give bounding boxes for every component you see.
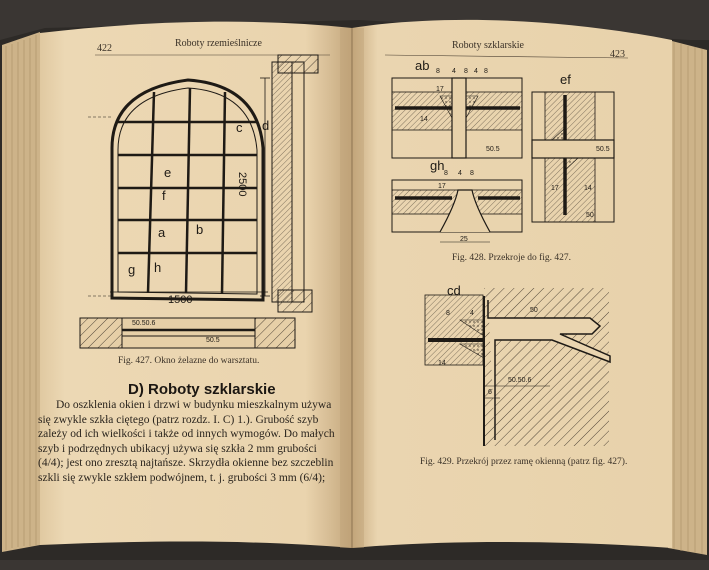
fig428-caption: Fig. 428. Przekroje do fig. 427. — [452, 253, 572, 263]
paragraph-line: (4/4); jest ono zresztą najtańsze. Skrzydła okienne bez szczeblin — [38, 457, 334, 470]
fig428-ab-dim: 8 — [484, 68, 488, 75]
section-heading: D) Roboty szklarskie — [128, 381, 276, 398]
fig427-letter-e: e — [164, 165, 172, 180]
fig427-caption: Fig. 427. Okno żelazne do warsztatu. — [118, 356, 260, 366]
fig427-letter-c: c — [236, 120, 243, 135]
fig428-label-ab: ab — [415, 58, 430, 73]
paragraph-line: szkli się zwykle szkłem podwójnem, t. j. grubości 3 mm (6/4); — [38, 471, 326, 484]
fig429-dim: 14 — [438, 360, 446, 367]
fig429-label-cd: cd — [447, 283, 461, 298]
fig428-gh-dim: 4 — [458, 170, 462, 177]
fig427-letter-f: f — [162, 188, 166, 203]
fig428-ab-dim: 8 — [436, 68, 440, 75]
fig427-detail-label-1: 50.50.6 — [132, 320, 156, 327]
fig429-dim: 4 — [470, 310, 474, 317]
fig429-dim: 50.50.6 — [508, 377, 532, 384]
fig429-dim: 8 — [446, 310, 450, 317]
paragraph-line: się zwykle szkła ciętego (patrz rozdz. I. C) 1.). Grubość szyb — [38, 413, 319, 426]
section-paragraph — [38, 398, 335, 486]
fig429-dim: 50 — [530, 307, 538, 314]
fig427-sill-detail — [80, 318, 295, 348]
right-running-head: Roboty szklarskie — [452, 40, 524, 51]
fig427-letter-d: d — [262, 118, 270, 133]
fig428-ab-dim: 17 — [436, 86, 444, 93]
fig428-ef-dim: 50 — [586, 212, 594, 219]
fig428-ef-dim: 50.5 — [596, 146, 610, 153]
paragraph-line: Do oszklenia okien i drzwi w budynku mieszkalnym używa — [56, 399, 332, 411]
fig428-gh-dim: 17 — [438, 183, 446, 190]
right-page-number: 423 — [610, 49, 625, 60]
fig428-ab-dim: 4 — [474, 68, 478, 75]
fig429-caption: Fig. 429. Przekrój przez ramę okienną (patrz fig. 427). — [420, 457, 628, 467]
fig428-gh-dim: 8 — [470, 170, 474, 177]
left-page-number: 422 — [97, 43, 112, 54]
fig428-gh-dim: 25 — [460, 236, 468, 243]
fig427-detail-label-2: 50.5 — [206, 337, 220, 344]
fig428-ab-dim: 8 — [464, 68, 468, 75]
paragraph-line: szyb i podrzędnych ubikacyj używa się szkła 2 mm grubości — [38, 442, 317, 455]
fig427-letter-h: h — [154, 260, 162, 275]
fig429-dim: 6 — [488, 389, 492, 396]
left-running-head: Roboty rzemieślnicze — [175, 38, 262, 49]
fig427-width-dimension: 1500 — [168, 294, 193, 306]
fig428-label-gh: gh — [430, 158, 445, 173]
fig428-label-ef: ef — [560, 72, 571, 87]
fig427-letter-a: a — [158, 225, 166, 240]
fig428-ab-dim: 14 — [420, 116, 428, 123]
fig428-gh-dim: 8 — [444, 170, 448, 177]
left-page-stack — [2, 32, 40, 552]
fig427-letter-b: b — [196, 222, 204, 237]
fig428-ef-dim: 17 — [551, 185, 559, 192]
paragraph-line: zależy od ich wielkości i także od innych wymogów. Do małych — [38, 428, 335, 441]
fig427-letter-g: g — [128, 262, 136, 277]
fig428-ef-dim: 14 — [584, 185, 592, 192]
fig427-height-dimension: 2500 — [236, 172, 248, 197]
fig428-ab-dim: 50.5 — [486, 146, 500, 153]
fig428-ab-dim: 4 — [452, 68, 456, 75]
